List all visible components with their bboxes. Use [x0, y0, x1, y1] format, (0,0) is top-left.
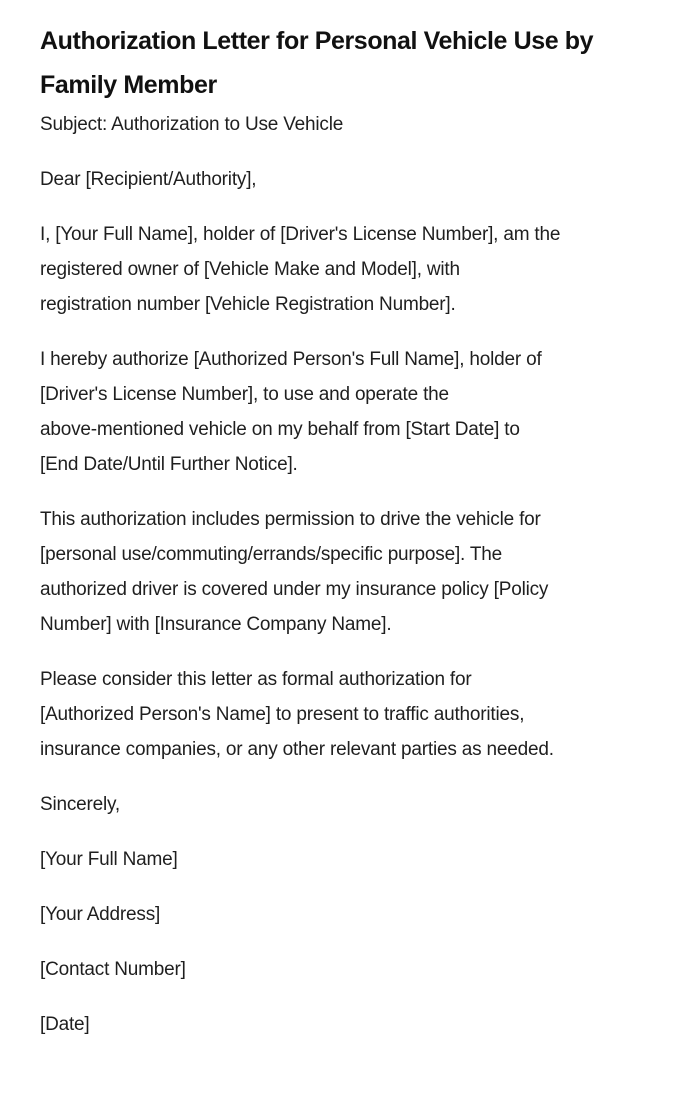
letter-document — [40, 19, 660, 1042]
closing: Sincerely, — [40, 794, 121, 815]
paragraph-line: [End Date/Until Further Notice]. — [40, 454, 298, 475]
signature-address: [Your Address] — [40, 904, 161, 925]
title-line: Family Member — [40, 71, 217, 99]
paragraph-line: Number] with [Insurance Company Name]. — [40, 614, 392, 635]
paragraph-formal-request — [40, 662, 660, 767]
paragraph-line: This authorization includes permission to drive the vehicle for — [40, 509, 541, 530]
paragraph-line: registration number [Vehicle Registration Number]. — [40, 294, 456, 315]
paragraph-line: registered owner of [Vehicle Make and Model], with — [40, 259, 460, 280]
paragraph-line: [Authorized Person's Name] to present to traffic authorities, — [40, 704, 525, 725]
signature-contact: [Contact Number] — [40, 959, 186, 980]
salutation: Dear [Recipient/Authority], — [40, 169, 257, 190]
paragraph-line: insurance companies, or any other relevant parties as needed. — [40, 739, 554, 760]
title-line: Authorization Letter for Personal Vehicle Use by — [40, 27, 594, 55]
signature-date: [Date] — [40, 1014, 90, 1035]
paragraph-authorization — [40, 342, 660, 482]
signature-name: [Your Full Name] — [40, 849, 178, 870]
paragraph-line: Please consider this letter as formal authorization for — [40, 669, 472, 690]
paragraph-line: authorized driver is covered under my insurance policy [Policy — [40, 579, 549, 600]
letter-title — [40, 19, 660, 107]
paragraph-line: I hereby authorize [Authorized Person's Full Name], holder of — [40, 349, 542, 370]
paragraph-line: [personal use/commuting/errands/specific purpose]. The — [40, 544, 502, 565]
paragraph-line: I, [Your Full Name], holder of [Driver's License Number], am the — [40, 224, 561, 245]
paragraph-permission-insurance — [40, 502, 660, 642]
subject-line: Subject: Authorization to Use Vehicle — [40, 114, 344, 135]
paragraph-line: above-mentioned vehicle on my behalf from [Start Date] to — [40, 419, 520, 440]
paragraph-owner-details — [40, 217, 660, 322]
paragraph-line: [Driver's License Number], to use and operate the — [40, 384, 449, 405]
